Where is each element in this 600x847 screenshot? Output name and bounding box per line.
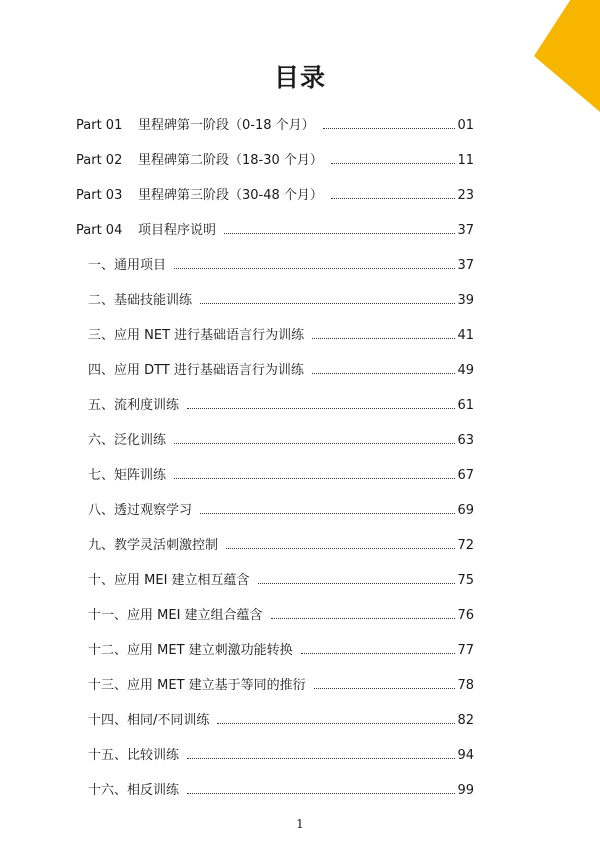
toc-leader-dots: [174, 434, 455, 444]
toc-page-number: 01: [457, 118, 474, 133]
toc-page-number: 69: [457, 503, 474, 518]
toc-item-row[interactable]: [76, 253, 474, 288]
toc-part-title: 里程碑第三阶段（30-48 个月）: [138, 188, 323, 203]
toc-part-label: Part 01: [76, 118, 123, 133]
toc-page-number: 75: [457, 573, 474, 588]
toc-item-title: 四、应用 DTT 进行基础语言行为训练: [88, 363, 304, 378]
toc-leader-dots: [312, 329, 455, 339]
table-of-contents: [76, 113, 474, 813]
toc-item-title: 十四、相同/不同训练: [88, 713, 210, 728]
toc-leader-dots: [314, 679, 456, 689]
toc-item-row[interactable]: [76, 603, 474, 638]
toc-item-title: 九、教学灵活刺激控制: [88, 538, 219, 553]
toc-item-row[interactable]: [76, 358, 474, 393]
toc-item-title: 三、应用 NET 进行基础语言行为训练: [88, 328, 305, 343]
toc-page-number: 76: [457, 608, 474, 623]
corner-decoration: [534, 0, 600, 112]
toc-leader-dots: [331, 189, 456, 199]
toc-item-title: 八、透过观察学习: [88, 503, 193, 518]
toc-item-row[interactable]: [76, 498, 474, 533]
toc-part-row[interactable]: [76, 113, 474, 148]
toc-page-number: 49: [457, 363, 474, 378]
toc-item-row[interactable]: [76, 673, 474, 708]
toc-part-label: Part 03: [76, 188, 123, 203]
toc-leader-dots: [187, 784, 455, 794]
toc-item-title: 十三、应用 MET 建立基于等同的推衍: [88, 678, 306, 693]
toc-leader-dots: [200, 504, 455, 514]
toc-leader-dots: [217, 714, 455, 724]
toc-item-row[interactable]: [76, 533, 474, 568]
toc-leader-dots: [331, 154, 456, 164]
toc-leader-dots: [323, 119, 456, 129]
toc-page-number: 67: [457, 468, 474, 483]
toc-page-number: 37: [457, 223, 474, 238]
toc-page-number: 99: [457, 783, 474, 798]
toc-item-title: 十、应用 MEI 建立相互蕴含: [88, 573, 250, 588]
toc-page-number: 37: [457, 258, 474, 273]
toc-item-title: 十五、比较训练: [88, 748, 180, 763]
toc-item-row[interactable]: [76, 708, 474, 743]
toc-page-number: 39: [457, 293, 474, 308]
toc-item-row[interactable]: [76, 463, 474, 498]
toc-page-number: 23: [457, 188, 474, 203]
toc-leader-dots: [258, 574, 456, 584]
toc-page-number: 63: [457, 433, 474, 448]
toc-item-title: 十一、应用 MEI 建立组合蕴含: [88, 608, 263, 623]
toc-page-number: 82: [457, 713, 474, 728]
toc-leader-dots: [187, 399, 455, 409]
toc-item-row[interactable]: [76, 743, 474, 778]
toc-leader-dots: [301, 644, 456, 654]
toc-item-title: 一、通用项目: [88, 258, 167, 273]
toc-page-number: 61: [457, 398, 474, 413]
toc-page-number: 11: [457, 153, 474, 168]
toc-item-row[interactable]: [76, 428, 474, 463]
toc-page-number: 41: [457, 328, 474, 343]
toc-item-title: 五、流利度训练: [88, 398, 180, 413]
page-title: 目录: [273, 63, 326, 92]
toc-leader-dots: [174, 469, 455, 479]
toc-item-title: 七、矩阵训练: [88, 468, 167, 483]
page-number: 1: [296, 817, 304, 831]
toc-item-title: 十六、相反训练: [88, 783, 180, 798]
toc-part-label: Part 04: [76, 223, 123, 238]
toc-leader-dots: [312, 364, 456, 374]
toc-leader-dots: [224, 224, 455, 234]
toc-page-number: 77: [457, 643, 474, 658]
toc-page-number: 94: [457, 748, 474, 763]
toc-item-row[interactable]: [76, 323, 474, 358]
toc-page-number: 72: [457, 538, 474, 553]
toc-part-title: 里程碑第一阶段（0-18 个月）: [138, 118, 315, 133]
toc-part-row[interactable]: [76, 183, 474, 218]
toc-part-label: Part 02: [76, 153, 123, 168]
toc-item-title: 二、基础技能训练: [88, 293, 193, 308]
toc-item-row[interactable]: [76, 638, 474, 673]
toc-part-title: 里程碑第二阶段（18-30 个月）: [138, 153, 323, 168]
toc-leader-dots: [187, 749, 455, 759]
toc-item-title: 十二、应用 MET 建立刺激功能转换: [88, 643, 293, 658]
toc-part-row[interactable]: [76, 148, 474, 183]
toc-leader-dots: [200, 294, 455, 304]
toc-part-row[interactable]: [76, 218, 474, 253]
toc-leader-dots: [226, 539, 455, 549]
toc-item-title: 六、泛化训练: [88, 433, 167, 448]
toc-page-number: 78: [457, 678, 474, 693]
toc-item-row[interactable]: [76, 778, 474, 813]
toc-item-row[interactable]: [76, 288, 474, 323]
toc-leader-dots: [174, 259, 455, 269]
toc-leader-dots: [271, 609, 456, 619]
toc-item-row[interactable]: [76, 568, 474, 603]
toc-item-row[interactable]: [76, 393, 474, 428]
toc-part-title: 项目程序说明: [138, 223, 217, 238]
